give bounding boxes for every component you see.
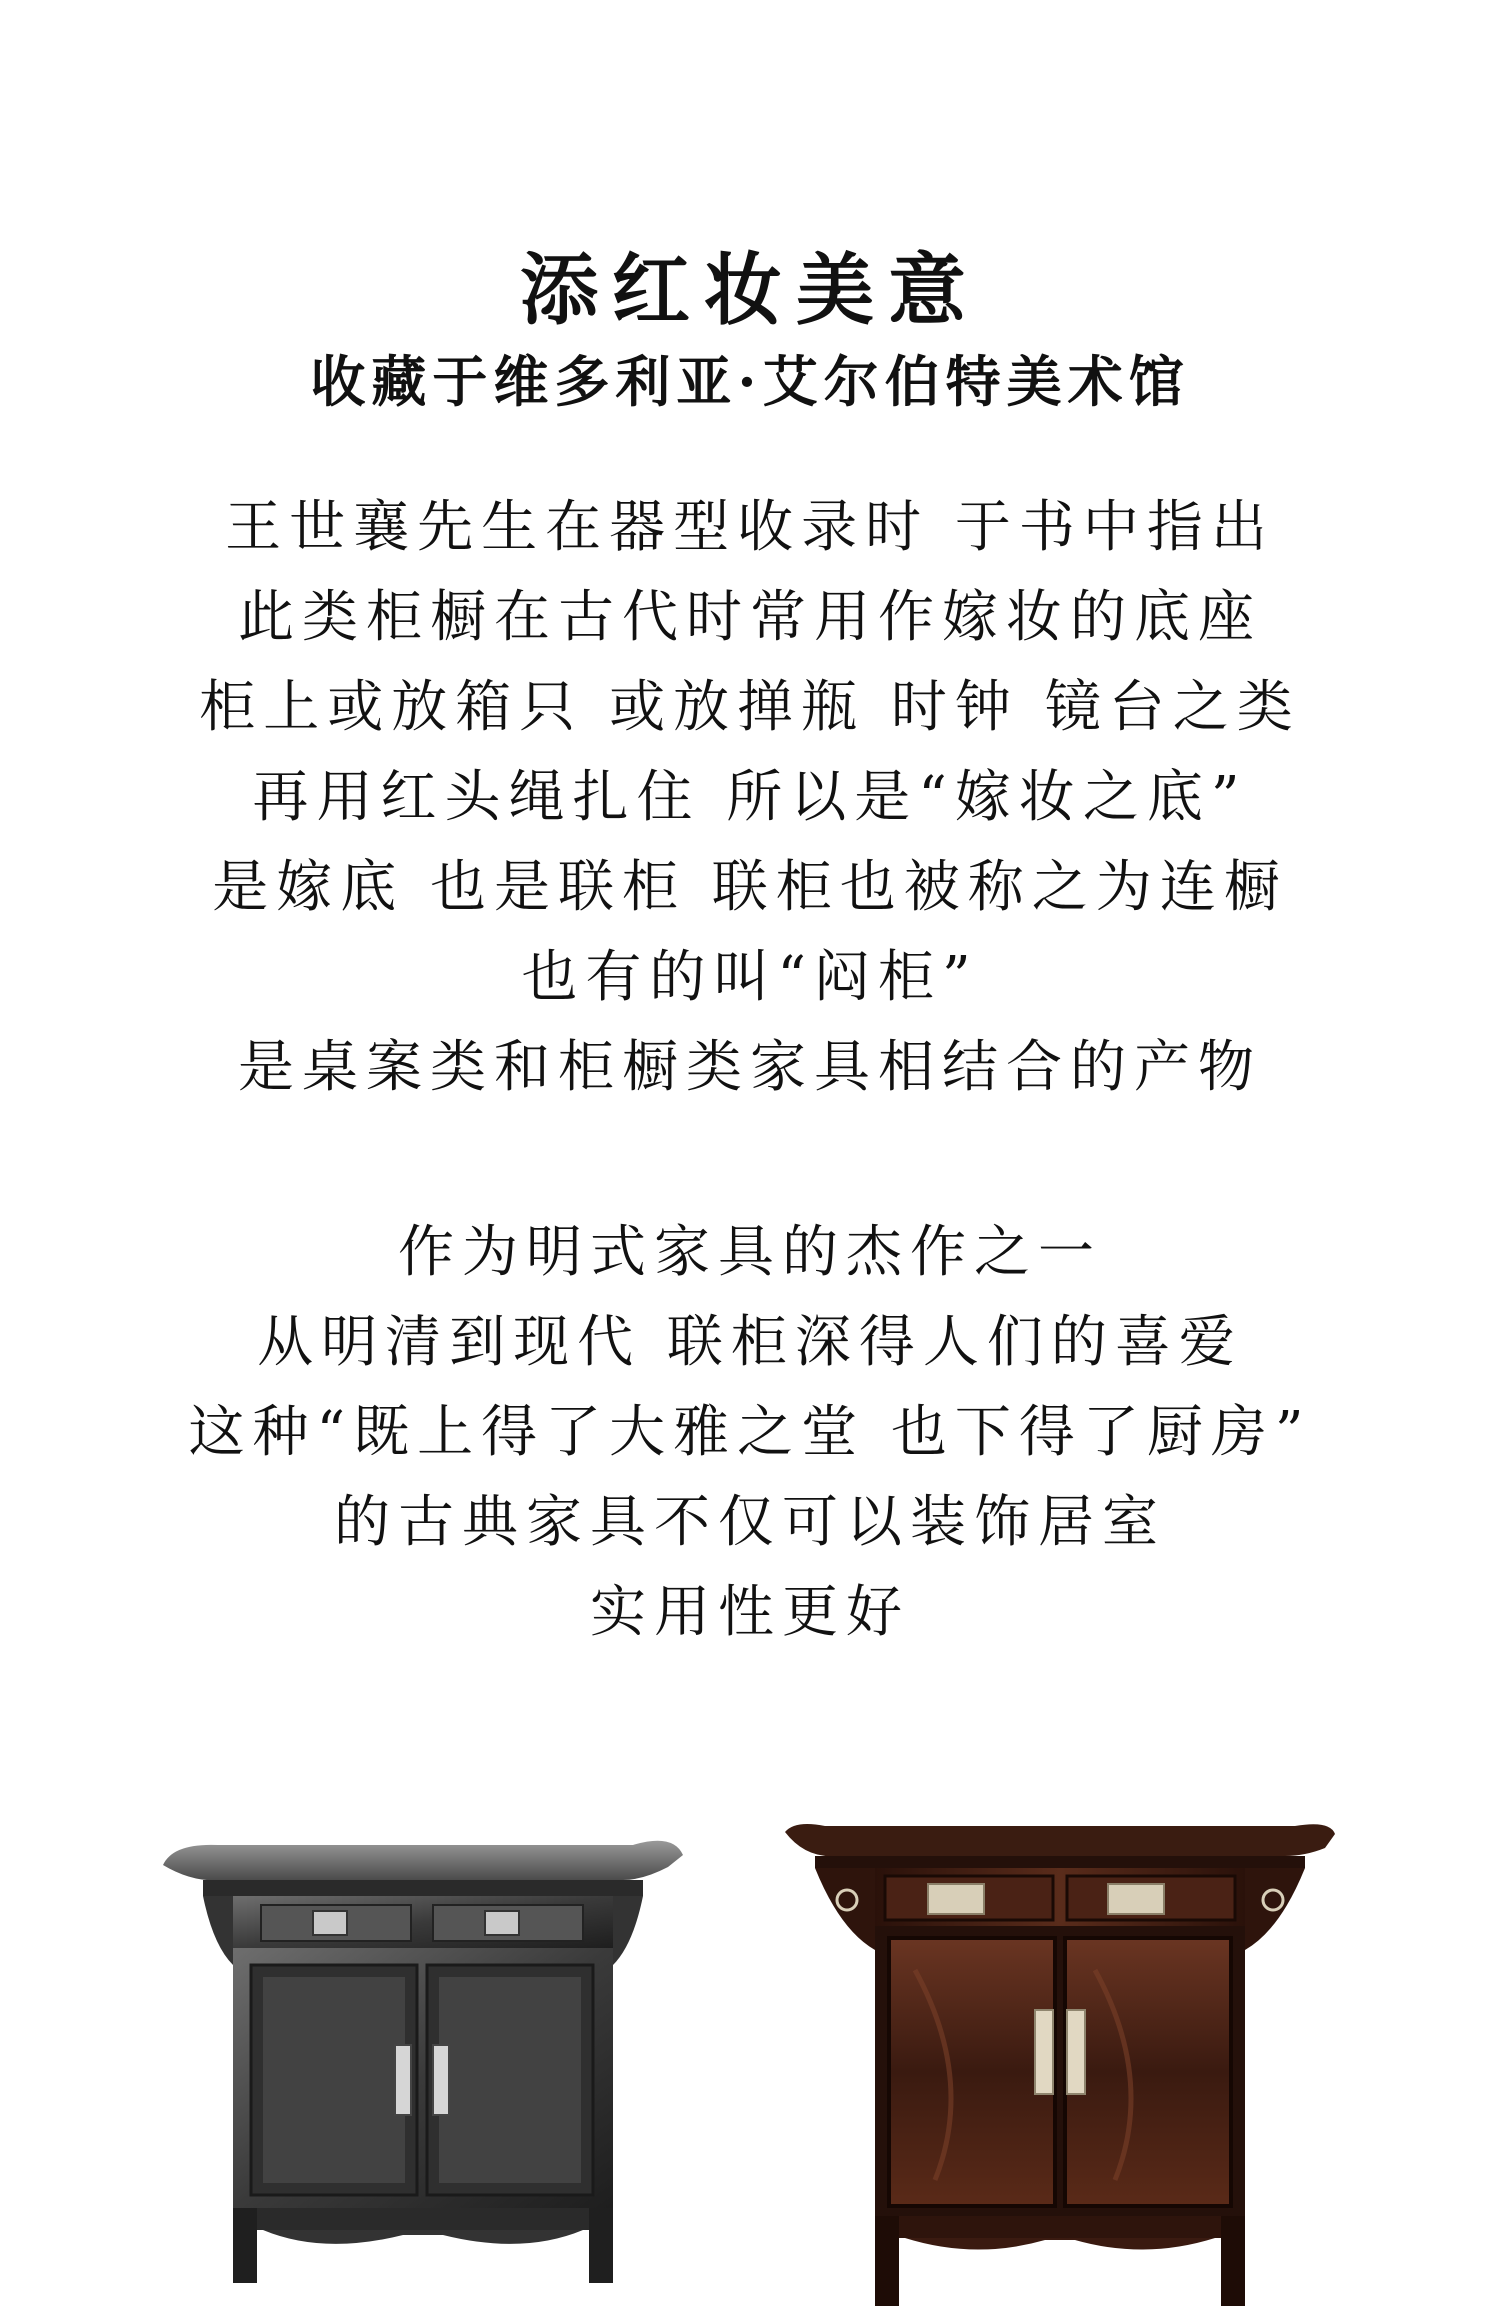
text-line: 作为明式家具的杰作之一 xyxy=(398,1220,1102,1285)
text-line: 也有的叫“闷柜” xyxy=(521,945,979,1010)
text-line: 实用性更好 xyxy=(590,1580,910,1645)
intro-paragraph xyxy=(0,483,1500,1113)
text-line: 王世襄先生在器型收录时 于书中指出 xyxy=(225,495,1275,560)
closing-paragraph xyxy=(0,1208,1500,1658)
page-subtitle: 收藏于维多利亚·艾尔伯特美术馆 xyxy=(310,349,1190,414)
text-line: 柜上或放箱只 或放掸瓶 时钟 镜台之类 xyxy=(199,675,1301,740)
text-line: 是桌案类和柜橱类家具相结合的产物 xyxy=(238,1035,1262,1100)
text-line: 是嫁底 也是联柜 联柜也被称之为连橱 xyxy=(212,855,1288,920)
text-line: 此类柜橱在古代时常用作嫁妆的底座 xyxy=(238,585,1262,650)
page-title: 添红妆美意 xyxy=(519,245,980,336)
archival-cabinet-photo xyxy=(163,1825,683,2285)
text-line: 的古典家具不仅可以装饰居室 xyxy=(334,1490,1166,1555)
text-line: 从明清到现代 联柜深得人们的喜爱 xyxy=(257,1310,1243,1375)
text-line: 再用红头绳扎住 所以是“嫁妆之底” xyxy=(252,765,1248,830)
text-line: 这种“既上得了大雅之堂 也下得了厨房” xyxy=(188,1400,1312,1465)
cabinet-product-photo xyxy=(785,1820,1335,2310)
